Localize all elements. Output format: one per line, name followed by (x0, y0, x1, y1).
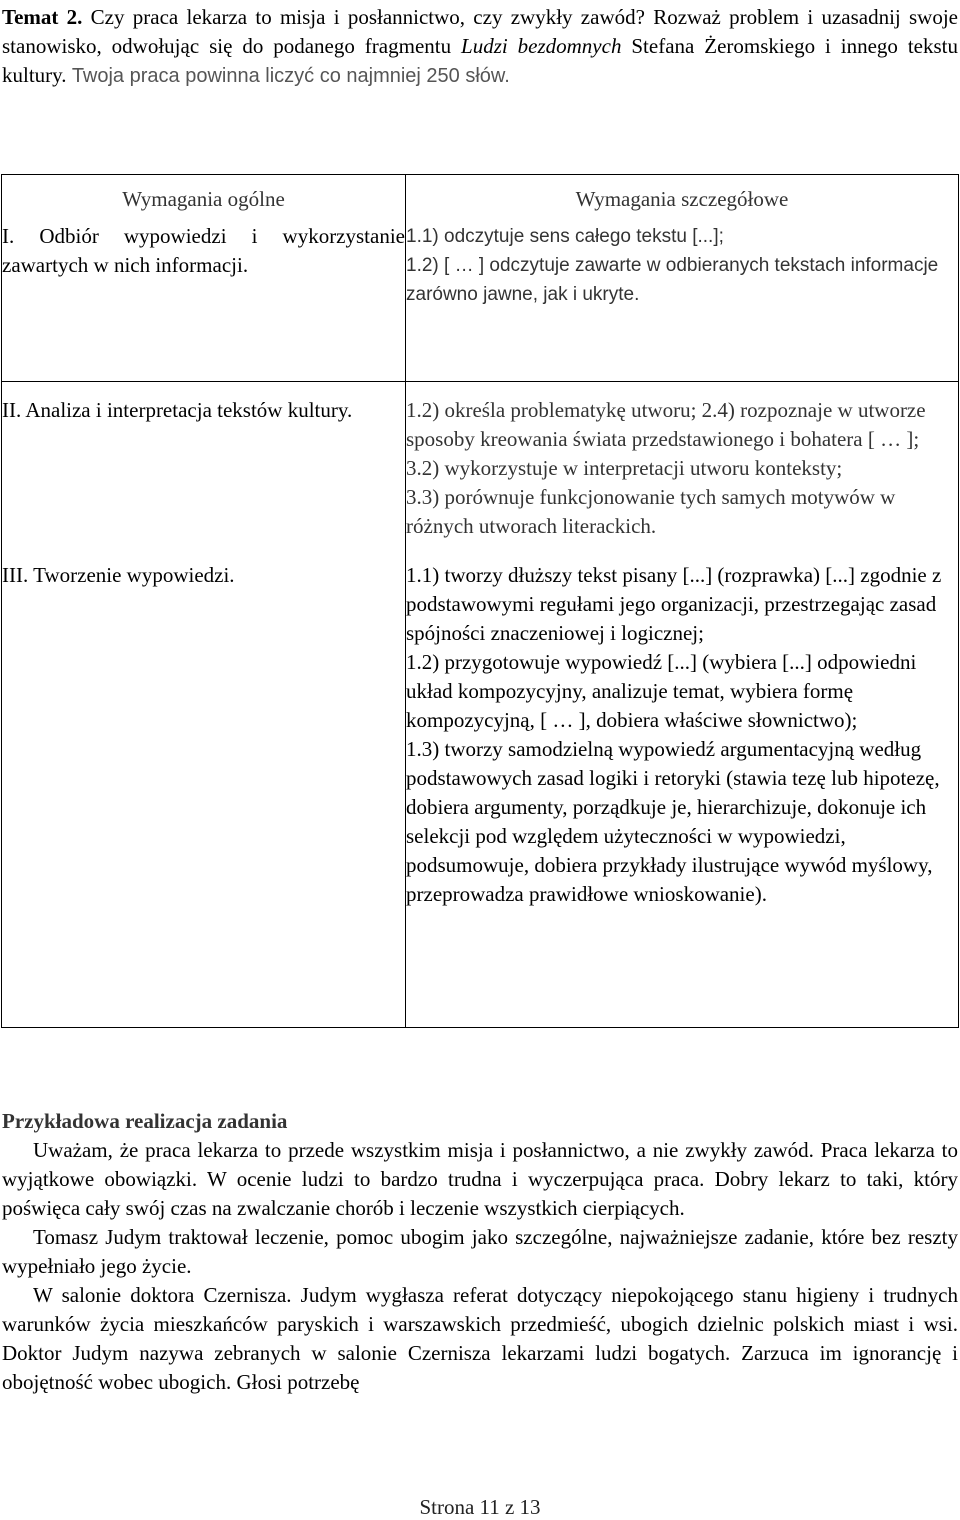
detailed-item: 1.3) tworzy samodzielną wypowiedź argumentacyjną według podstawowych zasad logiki i retoryki (stawia tezę lub hipotezę, dobiera argumenty, porządkuje je, hierarchizuje, dokonuje ich selekcji pod względem użyteczności w wypowiedzi, podsumowuje, dobiera przykłady ilustrujące wywód myślowy, przeprowadza prawidłowe wnioskowanie). (406, 736, 940, 906)
detailed-cell-3 (406, 560, 959, 1028)
task-instruction-2: Stefana Żeromskiego i innego tekstu kultury. (2, 34, 958, 87)
task-question: Czy praca lekarza to misja i posłannictwo, czy zwykły zawód? (90, 5, 645, 29)
detailed-item: 3.2) wykorzystuje w interpretacji utworu konteksty; (406, 456, 843, 480)
header-general: Wymagania ogólne (122, 187, 285, 211)
general-requirement-1: I. Odbiór wypowiedzi i wykorzystanie zawartych w nich informacji. (2, 224, 405, 277)
task-number: Temat 2. (2, 5, 83, 29)
general-requirement-3: III. Tworzenie wypowiedzi. (2, 562, 235, 587)
detailed-item: 1.2) [ … ] odczytuje zawarte w odbieranych tekstach informacje zarówno jawne, jak i ukryte. (406, 255, 939, 305)
detailed-cell-2 (406, 382, 959, 560)
task-length-requirement: Twoja praca powinna liczyć co najmniej 250 słów. (71, 65, 510, 87)
task-instruction-1: Rozważ problem i uzasadnij swoje stanowisko, odwołując się do podanego fragmentu (2, 5, 959, 58)
example-answer (2, 1107, 958, 1397)
detailed-item: 3.3) porównuje funkcjonowanie tych samych motywów w różnych utworach literackich. (406, 485, 896, 538)
requirements-row-3 (2, 560, 959, 1028)
detailed-item: 1.1) tworzy dłuższy tekst pisany [...] (rozprawka) [...] zgodnie z podstawowymi regułami jego organizacji, przestrzegając zasad spójności znaczeniowej i logicznej; (406, 562, 942, 645)
detailed-cell-1 (406, 175, 959, 382)
requirements-row-2 (2, 382, 959, 560)
requirements-row-1 (2, 175, 959, 382)
header-detailed: Wymagania szczegółowe (575, 187, 789, 211)
task-prompt (2, 3, 958, 91)
task-work-title: Ludzi bezdomnych (461, 34, 622, 58)
requirements-table (1, 174, 959, 1028)
detailed-item: 1.1) odczytuje sens całego tekstu [...]; (406, 226, 724, 247)
general-requirement-2: II. Analiza i interpretacja tekstów kultury. (2, 398, 353, 422)
detailed-item: 1.2) określa problematykę utworu; 2.4) rozpoznaje w utworze sposoby kreowania świata przedstawionego i bohatera [ … ]; (406, 398, 926, 451)
example-paragraph-1: Uważam, że praca lekarza to przede wszystkim misja i posłannictwo, a nie zwykły zawód. Praca lekarza to wyjątkowe obowiązki. W ocenie ludzi to bardzo trudna i wyczerpująca praca. Dobry lekarz to taki, który poświęca cały swój czas na zwalczanie chorób i leczenie wszystkich cierpiących. (2, 1138, 958, 1220)
general-cell-2 (2, 382, 406, 560)
detailed-item: 1.2) przygotowuje wypowiedź [...] (wybiera [...] odpowiedni układ kompozycyjny, analizuje temat, wybiera formę kompozycyjną, [ … ], dobiera właściwe słownictwo); (406, 649, 917, 732)
example-paragraph-2: Tomasz Judym traktował leczenie, pomoc ubogim jako szczególne, najważniejsze zadanie, które bez reszty wypełniało jego życie. (2, 1225, 958, 1278)
example-heading: Przykładowa realizacja zadania (2, 1109, 288, 1133)
page-number: Strona 11 z 13 (419, 1495, 541, 1519)
general-cell-3 (2, 560, 406, 1028)
example-paragraph-3: W salonie doktora Czernisza. Judym wygłasza referat dotyczący niepokojącego stanu higieny i trudnych warunków życia mieszkańców paryskich i warszawskich przedmieść, ubogich dzielnic polskich miast i wsi. Doktor Judym nazywa zebranych w salonie Czernisza lekarzami ludzi bogatych. Zarzuca im ignorancję i obojętność wobec ubogich. Głosi potrzebę (2, 1283, 958, 1394)
general-cell-1 (2, 175, 406, 382)
